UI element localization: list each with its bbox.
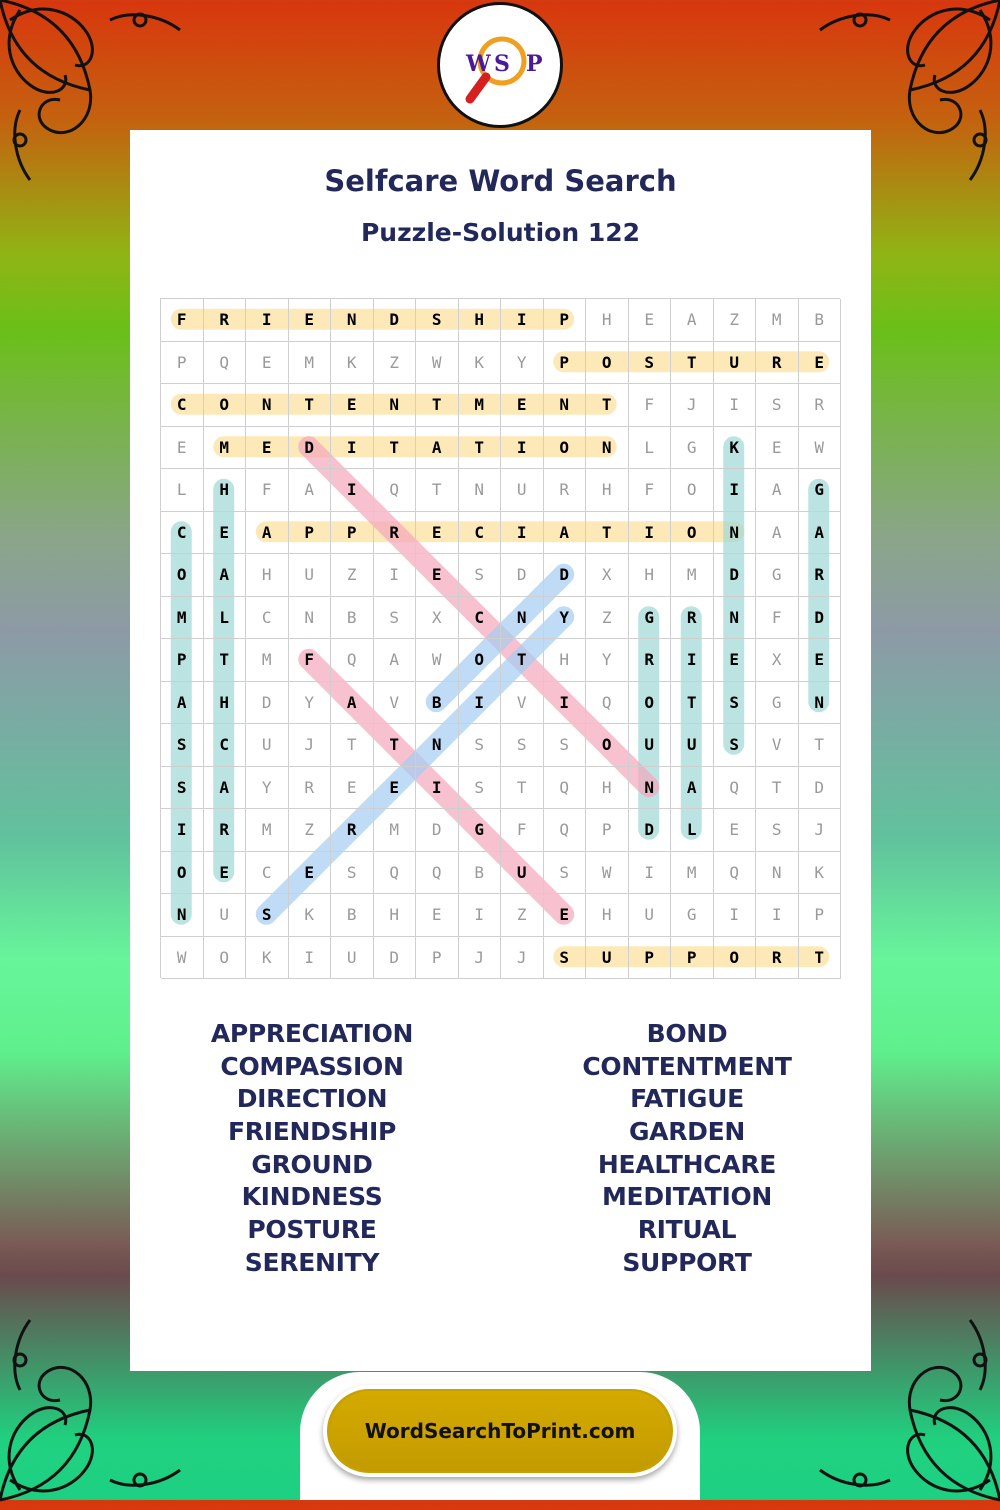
- grid-cell: O: [544, 427, 587, 470]
- grid-cell: T: [671, 682, 714, 725]
- grid-cell: I: [714, 894, 757, 937]
- grid-cell: F: [629, 469, 672, 512]
- grid-cell: N: [799, 682, 842, 725]
- grid-cell: A: [756, 512, 799, 555]
- grid-cell: R: [799, 384, 842, 427]
- grid-cell: S: [459, 767, 502, 810]
- grid-cell: R: [756, 937, 799, 980]
- grid-cell: N: [756, 852, 799, 895]
- logo-letter-w: W: [466, 51, 491, 77]
- page-subtitle: Puzzle-Solution 122: [360, 218, 641, 247]
- word-item: POSTURE: [247, 1215, 377, 1245]
- grid-cell: B: [799, 299, 842, 342]
- grid-cell: V: [374, 682, 417, 725]
- grid-cell: E: [246, 427, 289, 470]
- grid-cell: U: [289, 554, 332, 597]
- grid-cell: E: [246, 342, 289, 385]
- grid-cell: M: [161, 597, 204, 640]
- grid-cell: I: [714, 469, 757, 512]
- word-item: SERENITY: [244, 1247, 380, 1277]
- grid-cell: Q: [714, 767, 757, 810]
- word-item: KINDNESS: [241, 1182, 383, 1212]
- grid-cell: S: [161, 767, 204, 810]
- grid-cell: I: [246, 299, 289, 342]
- grid-cell: S: [501, 724, 544, 767]
- grid-cell: Q: [416, 852, 459, 895]
- grid-cell: A: [374, 639, 417, 682]
- grid-cell: G: [629, 597, 672, 640]
- grid-cell: D: [289, 427, 332, 470]
- grid-cell: Y: [586, 639, 629, 682]
- grid-cell: N: [459, 469, 502, 512]
- word-item: CONTENTMENT: [582, 1051, 792, 1081]
- grid-cell: M: [671, 554, 714, 597]
- grid-cell: L: [671, 809, 714, 852]
- grid-cell: K: [459, 342, 502, 385]
- letter-grid: [160, 298, 840, 978]
- grid-cell: Q: [544, 767, 587, 810]
- grid-cell: E: [331, 384, 374, 427]
- grid-cell: Y: [289, 682, 332, 725]
- grid-cell: G: [671, 894, 714, 937]
- grid-cell: D: [501, 554, 544, 597]
- grid-cell: A: [331, 682, 374, 725]
- grid-cell: F: [756, 597, 799, 640]
- grid-cell: E: [799, 342, 842, 385]
- grid-cell: D: [714, 554, 757, 597]
- grid-cell: S: [544, 852, 587, 895]
- grid-cell: U: [586, 937, 629, 980]
- grid-cell: K: [799, 852, 842, 895]
- grid-cell: G: [756, 682, 799, 725]
- puzzle-sheet: [130, 130, 871, 1371]
- grid-cell: P: [161, 342, 204, 385]
- grid-cell: A: [204, 767, 247, 810]
- grid-cell: R: [629, 639, 672, 682]
- grid-cell: E: [204, 512, 247, 555]
- grid-cell: A: [289, 469, 332, 512]
- grid-cell: V: [756, 724, 799, 767]
- logo-letter-p: P: [526, 51, 543, 77]
- grid-cell: U: [629, 894, 672, 937]
- grid-cell: G: [459, 809, 502, 852]
- grid-cell: I: [629, 852, 672, 895]
- grid-cell: C: [246, 852, 289, 895]
- grid-cell: T: [331, 724, 374, 767]
- grid-cell: P: [331, 512, 374, 555]
- grid-cell: O: [629, 682, 672, 725]
- grid-cell: S: [416, 299, 459, 342]
- grid-cell: E: [416, 512, 459, 555]
- grid-cell: I: [544, 682, 587, 725]
- grid-cell: I: [459, 894, 502, 937]
- grid-cell: L: [629, 427, 672, 470]
- grid-cell: N: [714, 512, 757, 555]
- grid-cell: H: [544, 639, 587, 682]
- word-item: MEDITATION: [601, 1182, 773, 1212]
- grid-cell: T: [671, 342, 714, 385]
- grid-cell: Z: [374, 342, 417, 385]
- grid-cell: S: [374, 597, 417, 640]
- grid-cell: U: [246, 724, 289, 767]
- grid-cell: N: [289, 597, 332, 640]
- grid-cell: D: [544, 554, 587, 597]
- grid-cell: N: [714, 597, 757, 640]
- grid-cell: Q: [544, 809, 587, 852]
- grid-cell: D: [799, 767, 842, 810]
- grid-cell: W: [416, 639, 459, 682]
- grid-cell: F: [246, 469, 289, 512]
- grid-cell: M: [289, 342, 332, 385]
- grid-cell: I: [459, 682, 502, 725]
- grid-cell: N: [544, 384, 587, 427]
- grid-cell: E: [714, 639, 757, 682]
- grid-cell: X: [416, 597, 459, 640]
- grid-cell: O: [459, 639, 502, 682]
- website-link-inner: [330, 1391, 670, 1471]
- grid-cell: I: [671, 639, 714, 682]
- grid-cell: P: [544, 342, 587, 385]
- grid-cell: S: [629, 342, 672, 385]
- grid-cell: T: [374, 427, 417, 470]
- grid-cell: P: [671, 937, 714, 980]
- grid-cell: M: [756, 299, 799, 342]
- grid-cell: K: [331, 342, 374, 385]
- grid-cell: T: [416, 384, 459, 427]
- grid-cell: L: [161, 469, 204, 512]
- grid-cell: J: [501, 937, 544, 980]
- grid-cell: T: [289, 384, 332, 427]
- grid-cell: F: [629, 384, 672, 427]
- grid-cell: T: [756, 767, 799, 810]
- grid-cell: P: [799, 894, 842, 937]
- grid-cell: N: [586, 427, 629, 470]
- grid-cell: G: [671, 427, 714, 470]
- grid-cell: D: [799, 597, 842, 640]
- grid-cell: E: [756, 427, 799, 470]
- grid-cell: B: [331, 894, 374, 937]
- word-list-left: [132, 1018, 492, 1280]
- grid-cell: F: [289, 639, 332, 682]
- grid-cell: T: [586, 512, 629, 555]
- grid-cell: E: [161, 427, 204, 470]
- grid-cell: O: [161, 554, 204, 597]
- grid-cell: S: [331, 852, 374, 895]
- grid-cell: I: [374, 554, 417, 597]
- grid-cell: M: [459, 384, 502, 427]
- grid-cell: D: [246, 682, 289, 725]
- grid-cell: M: [246, 809, 289, 852]
- grid-cell: K: [289, 894, 332, 937]
- grid-cell: P: [586, 809, 629, 852]
- site-logo[interactable]: [437, 2, 563, 128]
- grid-cell: V: [501, 682, 544, 725]
- website-link-label: WordSearchToPrint.com: [364, 1419, 636, 1443]
- grid-cell: F: [161, 299, 204, 342]
- grid-cell: U: [501, 469, 544, 512]
- grid-cell: U: [714, 342, 757, 385]
- grid-cell: S: [459, 554, 502, 597]
- grid-cell: G: [756, 554, 799, 597]
- grid-cell: Q: [331, 639, 374, 682]
- grid-cell: U: [671, 724, 714, 767]
- grid-cell: I: [161, 809, 204, 852]
- grid-cell: I: [501, 427, 544, 470]
- grid-cell: N: [629, 767, 672, 810]
- grid-cell: E: [799, 639, 842, 682]
- grid-cell: C: [246, 597, 289, 640]
- grid-cell: C: [161, 384, 204, 427]
- grid-cell: K: [714, 427, 757, 470]
- grid-cell: R: [544, 469, 587, 512]
- grid-cell: U: [204, 894, 247, 937]
- word-item: BOND: [646, 1019, 728, 1048]
- grid-cell: R: [671, 597, 714, 640]
- grid-cell: K: [246, 937, 289, 980]
- word-item: COMPASSION: [220, 1051, 404, 1081]
- grid-cell: N: [161, 894, 204, 937]
- grid-cell: C: [459, 597, 502, 640]
- grid-cell: T: [374, 724, 417, 767]
- grid-cell: M: [204, 427, 247, 470]
- grid-cell: G: [799, 469, 842, 512]
- grid-cell: R: [331, 809, 374, 852]
- grid-cell: O: [714, 937, 757, 980]
- grid-cell: J: [799, 809, 842, 852]
- word-item: SUPPORT: [622, 1247, 752, 1277]
- grid-cell: R: [289, 767, 332, 810]
- grid-cell: H: [586, 299, 629, 342]
- grid-cell: E: [289, 299, 332, 342]
- grid-cell: M: [374, 809, 417, 852]
- grid-cell: N: [331, 299, 374, 342]
- grid-cell: O: [161, 852, 204, 895]
- word-item: RITUAL: [637, 1215, 737, 1245]
- grid-cell: C: [204, 724, 247, 767]
- grid-cell: W: [799, 427, 842, 470]
- grid-cell: A: [204, 554, 247, 597]
- grid-cell: R: [374, 512, 417, 555]
- grid-cell: I: [756, 894, 799, 937]
- grid-cell: I: [501, 512, 544, 555]
- grid-cell: H: [204, 682, 247, 725]
- grid-cell: P: [544, 299, 587, 342]
- page-title: Selfcare Word Search: [324, 164, 677, 198]
- grid-cell: O: [586, 724, 629, 767]
- grid-cell: Y: [246, 767, 289, 810]
- grid-cell: S: [714, 724, 757, 767]
- grid-cell: Z: [501, 894, 544, 937]
- grid-cell: O: [204, 384, 247, 427]
- word-list-right: [507, 1018, 867, 1280]
- grid-cell: C: [161, 512, 204, 555]
- grid-cell: A: [799, 512, 842, 555]
- grid-cell: H: [459, 299, 502, 342]
- grid-cell: Y: [501, 342, 544, 385]
- grid-cell: T: [416, 469, 459, 512]
- word-item: DIRECTION: [236, 1084, 388, 1114]
- grid-cell: Q: [586, 682, 629, 725]
- grid-cell: S: [714, 682, 757, 725]
- grid-cell: E: [714, 809, 757, 852]
- grid-cell: B: [459, 852, 502, 895]
- grid-cell: I: [416, 767, 459, 810]
- grid-cell: L: [204, 597, 247, 640]
- grid-cell: D: [374, 937, 417, 980]
- grid-cell: B: [416, 682, 459, 725]
- grid-cell: W: [161, 937, 204, 980]
- grid-cell: J: [289, 724, 332, 767]
- grid-cell: D: [416, 809, 459, 852]
- grid-cell: M: [671, 852, 714, 895]
- grid-cell: T: [501, 639, 544, 682]
- grid-cell: T: [459, 427, 502, 470]
- word-item: GARDEN: [628, 1117, 746, 1147]
- grid-cell: N: [374, 384, 417, 427]
- grid-cell: H: [204, 469, 247, 512]
- grid-cell: E: [374, 767, 417, 810]
- grid-cell: A: [544, 512, 587, 555]
- grid-cell: Z: [586, 597, 629, 640]
- grid-cell: H: [374, 894, 417, 937]
- grid-cell: H: [586, 469, 629, 512]
- grid-cell: Q: [204, 342, 247, 385]
- grid-cell: E: [544, 894, 587, 937]
- grid-cell: A: [246, 512, 289, 555]
- grid-cell: E: [204, 852, 247, 895]
- grid-cell: T: [586, 384, 629, 427]
- grid-cell: N: [246, 384, 289, 427]
- word-item: HEALTHCARE: [597, 1149, 777, 1179]
- grid-cell: J: [459, 937, 502, 980]
- grid-cell: U: [331, 937, 374, 980]
- grid-cell: U: [629, 724, 672, 767]
- grid-cell: W: [416, 342, 459, 385]
- grid-cell: A: [671, 767, 714, 810]
- grid-cell: T: [799, 937, 842, 980]
- grid-cell: I: [714, 384, 757, 427]
- grid-cell: I: [501, 299, 544, 342]
- grid-cell: O: [586, 342, 629, 385]
- grid-cell: A: [416, 427, 459, 470]
- grid-cell: T: [501, 767, 544, 810]
- grid-cell: H: [586, 894, 629, 937]
- grid-cell: M: [246, 639, 289, 682]
- grid-cell: E: [416, 894, 459, 937]
- grid-cell: O: [204, 937, 247, 980]
- grid-cell: E: [501, 384, 544, 427]
- word-item: APPRECIATION: [210, 1019, 414, 1048]
- grid-cell: U: [501, 852, 544, 895]
- grid-cell: T: [204, 639, 247, 682]
- grid-cell: I: [331, 469, 374, 512]
- grid-cell: S: [544, 724, 587, 767]
- grid-cell: C: [459, 512, 502, 555]
- grid-cell: Q: [374, 469, 417, 512]
- word-list: [130, 1018, 871, 1278]
- grid-cell: E: [629, 299, 672, 342]
- word-item: FRIENDSHIP: [228, 1117, 396, 1147]
- grid-cell: F: [501, 809, 544, 852]
- grid-cell: Z: [289, 809, 332, 852]
- grid-cell: R: [204, 299, 247, 342]
- website-link-button[interactable]: [323, 1385, 677, 1477]
- grid-cell: J: [671, 384, 714, 427]
- grid-cell: H: [629, 554, 672, 597]
- grid-cell: O: [671, 469, 714, 512]
- grid-cell: Y: [544, 597, 587, 640]
- grid-cell: E: [289, 852, 332, 895]
- grid-cell: H: [586, 767, 629, 810]
- grid-cell: S: [161, 724, 204, 767]
- grid-cell: Q: [714, 852, 757, 895]
- grid-cell: A: [161, 682, 204, 725]
- magnifier-handle-icon: [470, 77, 486, 99]
- grid-cell: R: [799, 554, 842, 597]
- grid-cell: P: [161, 639, 204, 682]
- grid-cell: B: [331, 597, 374, 640]
- grid-cell: I: [289, 937, 332, 980]
- grid-cell: T: [799, 724, 842, 767]
- grid-cell: S: [459, 724, 502, 767]
- grid-cell: X: [586, 554, 629, 597]
- grid-cell: X: [756, 639, 799, 682]
- grid-cell: H: [246, 554, 289, 597]
- grid-cell: S: [756, 809, 799, 852]
- grid-cell: R: [756, 342, 799, 385]
- grid-cell: R: [204, 809, 247, 852]
- grid-cell: I: [331, 427, 374, 470]
- grid-cell: S: [246, 894, 289, 937]
- grid-cell: I: [629, 512, 672, 555]
- grid-cell: P: [289, 512, 332, 555]
- grid-cell: W: [586, 852, 629, 895]
- word-search-grid: [160, 298, 840, 978]
- grid-cell: Z: [331, 554, 374, 597]
- grid-cell: P: [416, 937, 459, 980]
- grid-cell: E: [331, 767, 374, 810]
- grid-cell: O: [671, 512, 714, 555]
- word-item: GROUND: [251, 1149, 373, 1179]
- logo-letter-s: S: [494, 51, 510, 77]
- grid-cell: A: [756, 469, 799, 512]
- grid-cell: D: [629, 809, 672, 852]
- grid-cell: N: [501, 597, 544, 640]
- grid-cell: Z: [714, 299, 757, 342]
- word-item: FATIGUE: [630, 1084, 744, 1114]
- grid-cell: Q: [374, 852, 417, 895]
- grid-cell: D: [374, 299, 417, 342]
- grid-cell: A: [671, 299, 714, 342]
- grid-cell: S: [756, 384, 799, 427]
- grid-cell: S: [544, 937, 587, 980]
- grid-cell: N: [416, 724, 459, 767]
- grid-cell: P: [629, 937, 672, 980]
- grid-cell: E: [416, 554, 459, 597]
